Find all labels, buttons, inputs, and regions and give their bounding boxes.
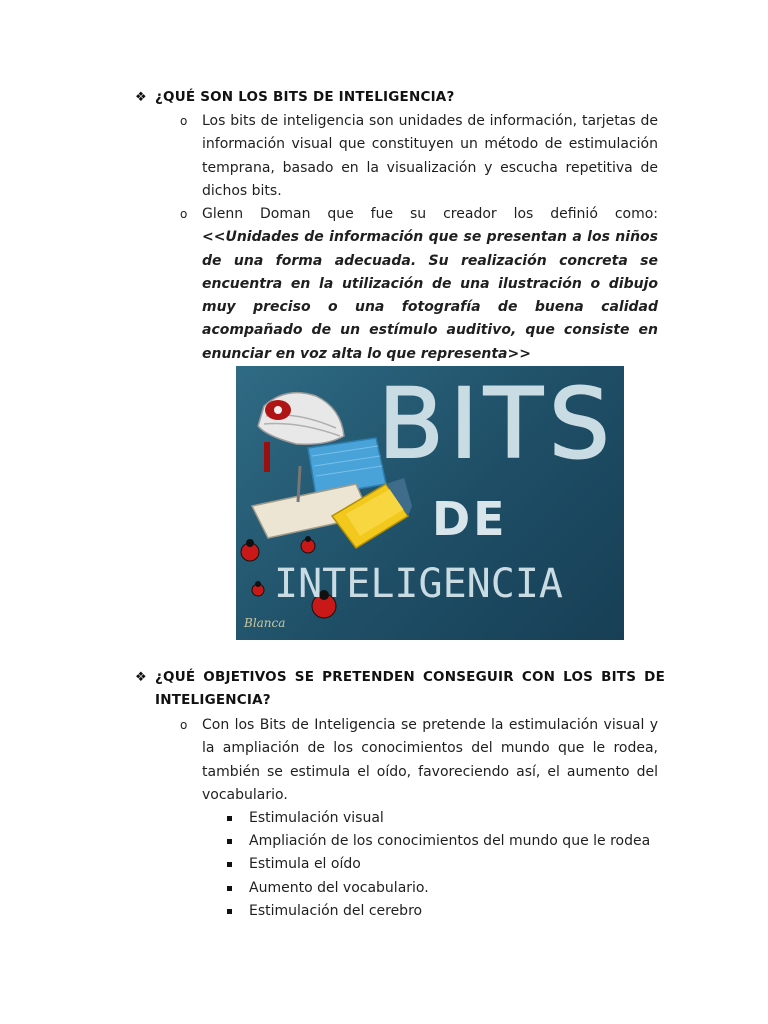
square-bullet-icon	[227, 886, 232, 891]
sub-item-text: Aumento del vocabulario.	[249, 880, 429, 896]
diamond-bullet-icon: ❖	[135, 670, 147, 685]
bits-de-inteligencia-image	[236, 366, 624, 640]
list-item	[180, 203, 658, 366]
square-bullet-icon	[227, 816, 232, 821]
item-text: Los bits de inteligencia son unidades de información, tarjetas de información visual que constituyen un método de estimulación temprana, basado en la visualización y escucha repetitiva de dichos bits.	[202, 113, 658, 199]
sub-list-item	[227, 877, 429, 900]
item-text-wrapper	[180, 203, 658, 366]
sub-item-text: Estimulación visual	[249, 810, 384, 826]
sub-item-text: Estimulación del cerebro	[249, 903, 423, 919]
item-text: Con los Bits de Inteligencia se pretende la estimulación visual y la ampliación de los conocimientos del mundo que le rodea, también se estimula el oído, favoreciendo así, el aumento del vocabulario.	[202, 717, 658, 803]
circle-bullet-icon: o	[180, 207, 188, 221]
list-item	[180, 110, 658, 203]
figure-signature: Blanca	[244, 616, 286, 630]
square-bullet-icon	[227, 909, 232, 914]
sub-item-text: Ampliación de los conocimientos del mundo que le rodea	[249, 833, 651, 849]
section-heading-objectives	[135, 666, 665, 712]
sub-list-item	[227, 830, 650, 853]
figure-title-bits: BITS	[378, 368, 616, 480]
doman-quote: <<Unidades de información que se presentan a los niños de una forma adecuada. Su realización concreta se encuentra en la utilización de una ilustración o dibujo muy preciso o una fotografía de buena calidad acompañado de un estímulo auditivo, que consiste en enunciar en voz alta lo que representa>>	[202, 229, 658, 362]
list-item	[180, 714, 658, 807]
sub-list-item	[227, 853, 361, 876]
figure-title-inteligencia: INTELIGENCIA	[274, 561, 563, 607]
heading-text: ¿QUÉ OBJETIVOS SE PRETENDEN CONSEGUIR CON LOS BITS DE INTELIGENCIA?	[155, 669, 665, 708]
sub-list-item	[227, 900, 422, 923]
figure-title-de: DE	[432, 492, 508, 546]
square-bullet-icon	[227, 862, 232, 867]
sub-list-item	[227, 807, 384, 830]
item-text: Glenn Doman que fue su creador los definió como:	[202, 206, 658, 222]
section-heading-what-are-bits	[135, 86, 665, 109]
circle-bullet-icon: o	[180, 718, 188, 732]
circle-bullet-icon: o	[180, 114, 188, 128]
heading-text: ¿QUÉ SON LOS BITS DE INTELIGENCIA?	[155, 89, 455, 105]
diamond-bullet-icon: ❖	[135, 90, 147, 105]
sub-item-text: Estimula el oído	[249, 856, 361, 872]
square-bullet-icon	[227, 839, 232, 844]
